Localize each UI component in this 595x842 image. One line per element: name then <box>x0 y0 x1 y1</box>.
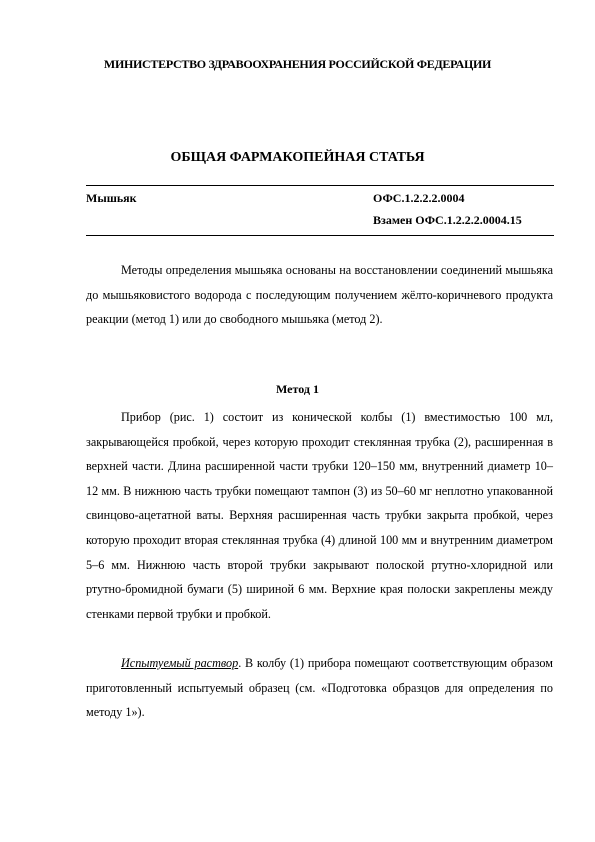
article-replaces: Взамен ОФС.1.2.2.2.0004.15 <box>373 213 522 227</box>
intro-paragraph: Методы определения мышьяка основаны на восстановлении соединений мышьяка до мышьяковистого водорода с последующим получением жёлто-коричневого продукта реакции (метод 1) или до свободного мышьяка (метод 2). <box>86 263 553 327</box>
test-solution-paragraph <box>86 651 553 725</box>
method-1-heading: Метод 1 <box>276 382 319 396</box>
article-type-heading: ОБЩАЯ ФАРМАКОПЕЙНАЯ СТАТЬЯ <box>170 150 425 165</box>
ministry-header: МИНИСТЕРСТВО ЗДРАВООХРАНЕНИЯ РОССИЙСКОЙ ФЕДЕРАЦИИ <box>103 57 492 71</box>
article-title: Мышьяк <box>86 191 137 205</box>
header-rule-bottom <box>86 235 554 236</box>
apparatus-paragraph: Прибор (рис. 1) состоит из конической колбы (1) вместимостью 100 мл, закрывающейся пробкой, через которую проходит стеклянная трубка (2), расширенная в верхней части. Длина расширенной части трубки 120–150 мм, внутренний диаметр 10–12 мм. В нижнюю часть трубки помещают тампон (3) из 50–60 мг неплотно упакованной свинцово-ацетатной ваты. Верхняя расширенная часть трубки закрыта пробкой, через которую проходит вторая стеклянная трубка (4) длиной 100 мм и внутренним диаметром 5–6 мм. Нижнюю часть второй трубки закрывают полоской ртутно-хлоридной или ртутно-бромидной бумаги (5) шириной 6 мм. Верхние края полоски закреплены между стенками первой трубки и пробкой. <box>86 410 553 621</box>
test-solution-term: Испытуемый раствор <box>121 656 239 670</box>
article-code: ОФС.1.2.2.2.0004 <box>373 191 465 205</box>
header-rule-top <box>86 185 554 186</box>
test-solution-text: . В колбу (1) прибора помещают соответствующим образом приготовленный испытуемый образец (см. «Подготовка образцов для определения по методу 1»). <box>86 656 553 720</box>
